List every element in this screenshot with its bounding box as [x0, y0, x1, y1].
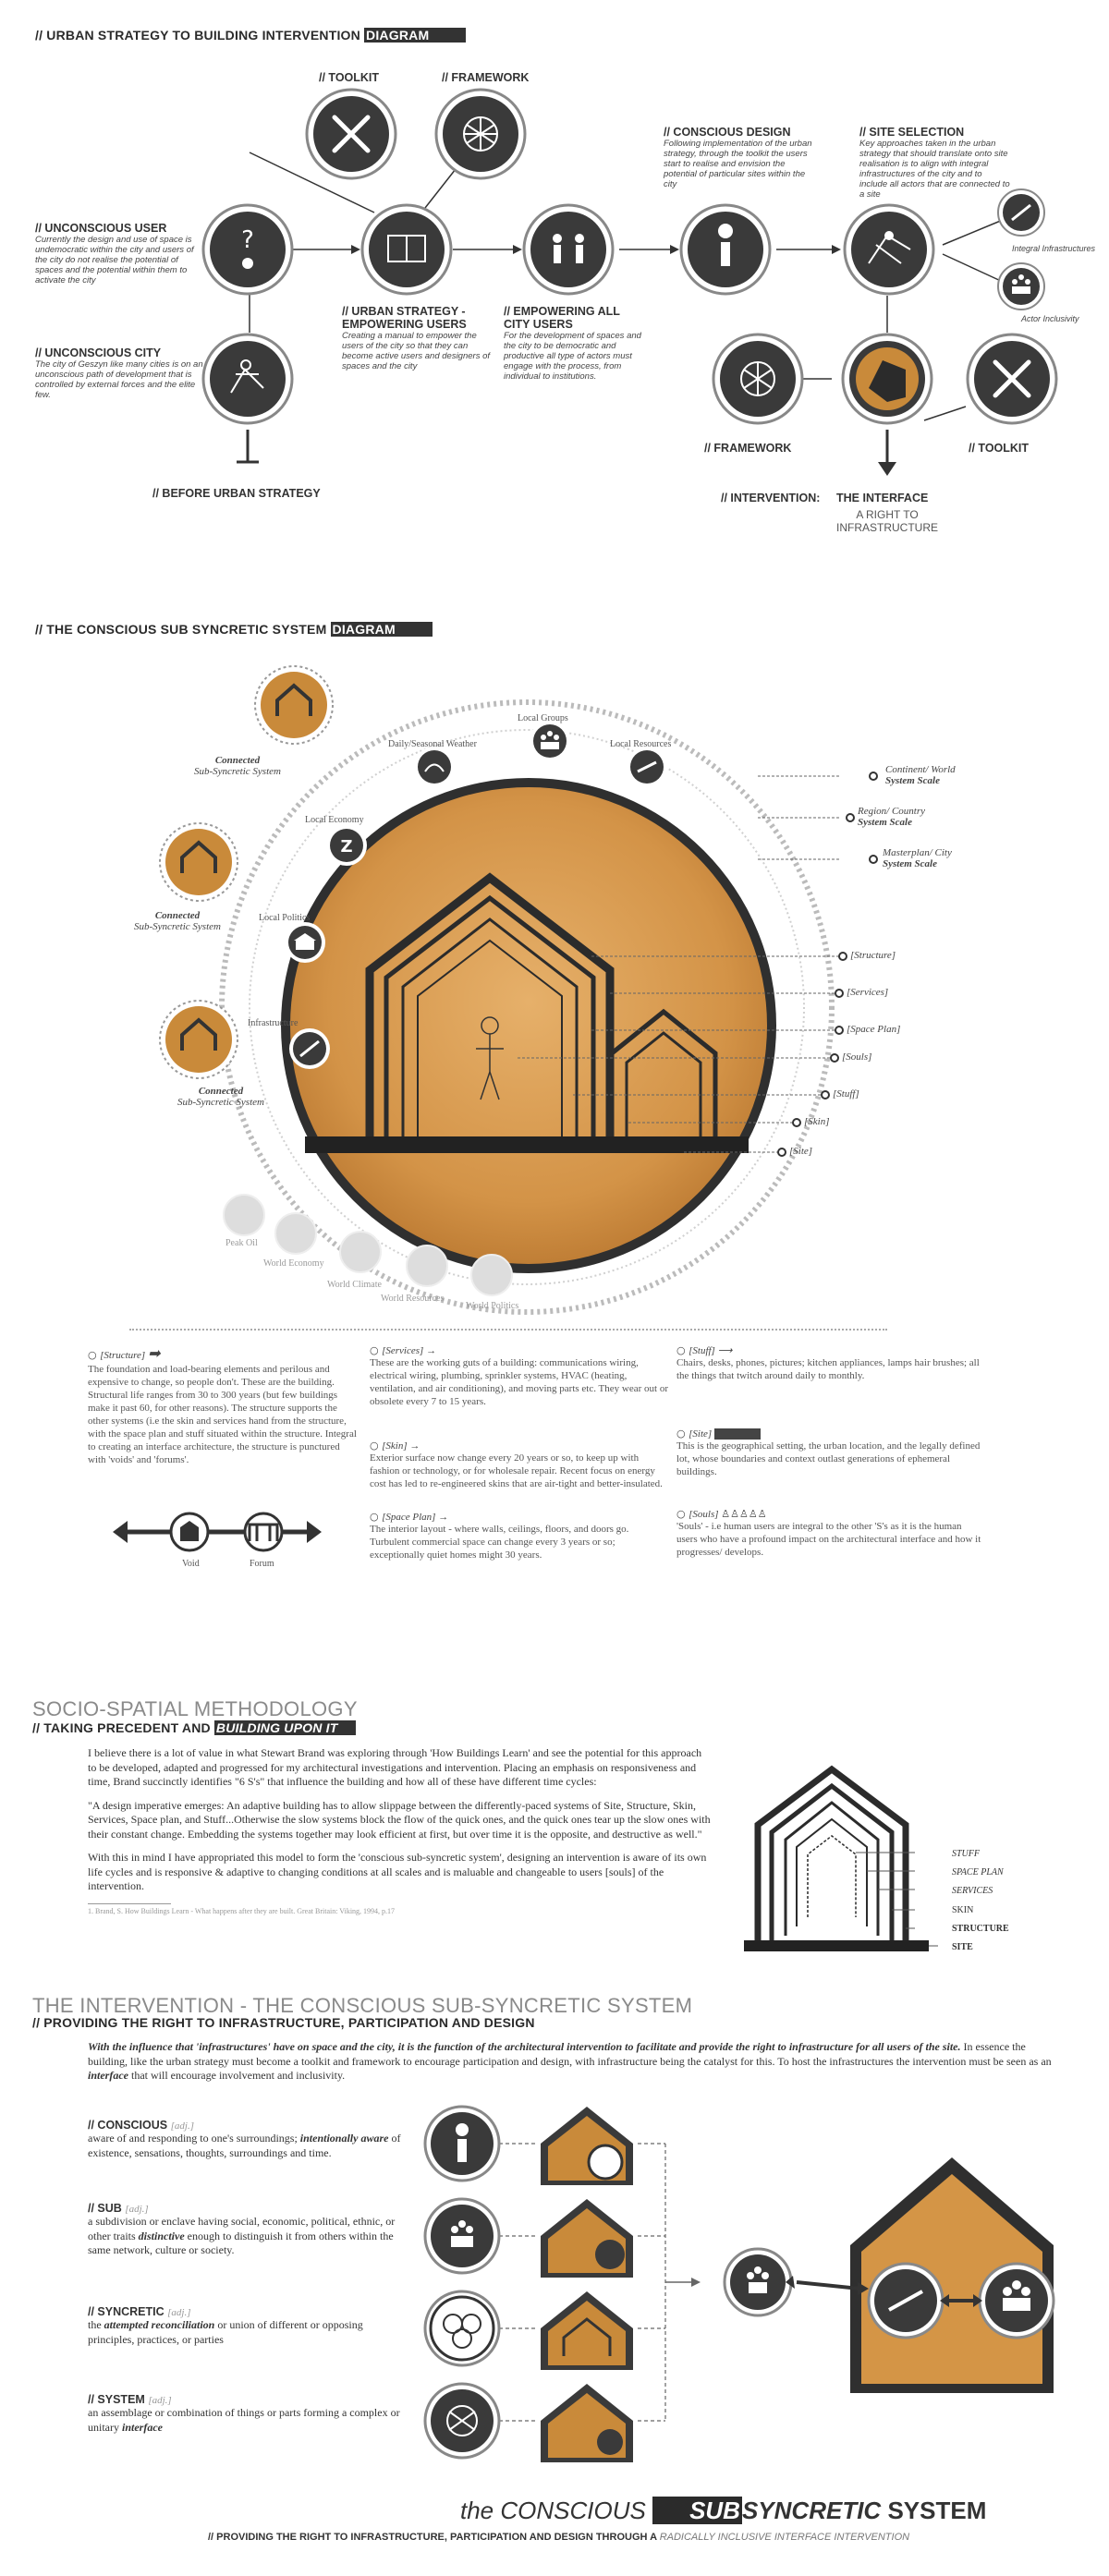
- sub-icon-node: [425, 2199, 499, 2273]
- before-label: // BEFORE URBAN STRATEGY: [152, 487, 321, 500]
- economy-label: Local Economy: [305, 815, 364, 825]
- politics-node: [285, 922, 325, 963]
- intervention-intro: With the influence that 'infrastructures' have on space and the city, it is the function of the architectural intervention to facilitate and provide the right to infrastructure for all users of the site. In essence the building, like the urban strategy must become a toolkit and framework to encourage participation and design, with infrastructure being the catalyst for this. To host the infrastructures the intervention must be seen as an interface that will encourage involvement and inclusivity.: [88, 2040, 1052, 2082]
- network-icon: [464, 117, 497, 151]
- methodology-text: I believe there is a lot of value in what Stewart Brand was exploring through 'How Buildings Learn' and see the potential for this approach to be developed, adapted and progressed for my architectural investigations and intervention. Placing an emphasis on responsiveness and time, Brand succinctly identifies "6 S's" that influence the building and how all of these have different time cycles: "A design imperative emerges: An adaptive building has to allow slippage between the differently-paced systems of Site, Structure, Skin, Services, Space plan, and Stuff...Otherwise the slow systems block the flow of the quick ones, and the quick ones tear up the slow ones with their constant change. Embedding the systems together may look efficient at first, but over time it is the opposite, and destructive as well." With this in mind I have appropriated this model to form the 'conscious sub-syncretic system', designing an intervention is aware of its own life cycles and is responsive & adaptive to changing conditions at all scales and is maluable and changeable to users [souls] of the intervention. 1. Brand, S. How Buildings Learn - What happens after they are built. Great Britain: Viking, 1994, p.17: [88, 1746, 711, 1915]
- world-climate: World Climate: [327, 1280, 382, 1290]
- def-sub: // SUB [adj.] a subdivision or enclave having social, economic, political, ethnic, or other traits distinctive enough to distinguish it from others within the same network, culture or society.: [88, 2202, 396, 2256]
- final-tagline: // PROVIDING THE RIGHT TO INFRASTRUCTURE, PARTICIPATION AND DESIGN THROUGH A RADICALLY INCLUSIVE INTERFACE INTERVENTION: [208, 2532, 910, 2543]
- final-title: the CONSCIOUS SUBSYNCRETIC SYSTEM: [460, 2497, 987, 2524]
- unconscious-city-text: // UNCONSCIOUS CITY The city of Geszyn like many cities is on an unconscious path of development that is controlled by external forces and the elite few.: [35, 346, 203, 400]
- world-politics: World Politics: [466, 1301, 519, 1311]
- souls-people-icon: ♙♙♙♙♙: [721, 1508, 767, 1520]
- infra-node: [289, 1028, 330, 1069]
- resources-label: Local Resources: [610, 739, 672, 749]
- arrow-right-icon-3: ⟶: [717, 1345, 733, 1356]
- intervention-node: [843, 334, 932, 423]
- souls-desc: ○ [Souls] ♙♙♙♙♙ 'Souls' - i.e human users are integral to the other 'S's as it is the human users who have a profound impact on the architectural interface and how it progresses/ develops.: [676, 1508, 981, 1558]
- groups-label: Local Groups: [518, 713, 568, 723]
- actor-label: Actor Inclusivity: [1021, 314, 1079, 323]
- toolkit2-label: // TOOLKIT: [969, 442, 1030, 455]
- masterplan-label: Masterplan/ City System Scale: [883, 847, 952, 869]
- syncretic-icon-node: [425, 2291, 499, 2365]
- actor-inclusivity-node: [998, 263, 1044, 310]
- unconscious-user-text: // UNCONSCIOUS USER Currently the design and use of space is undemocratic within the city and users of the city do not realise the potential of spaces and the potential within them to activate the city: [35, 222, 194, 286]
- void-label: Void: [182, 1559, 200, 1569]
- urban-strategy-text: // URBAN STRATEGY - EMPOWERING USERS Creating a manual to empower the users of the city so that they can become active users and designers of spaces and the city: [342, 305, 491, 371]
- forum-label: Forum: [250, 1559, 274, 1569]
- layer-souls: [Souls]: [842, 1051, 872, 1063]
- layer-services: [Services]: [847, 987, 889, 998]
- stuff-desc: ○ [Stuff] ⟶ Chairs, desks, phones, pictures; kitchen appliances, lamps hair brushes; all the things that twitch around daily to monthly.: [676, 1344, 980, 1381]
- integral-label: Integral Infrastructures: [1012, 244, 1096, 253]
- framework2-label: // FRAMEWORK: [704, 442, 792, 455]
- connected-label-1: Connected Sub-Syncretic System: [194, 755, 281, 777]
- skin-desc: ○ [Skin] → Exterior surface now change every 20 years or so, to keep up with fashion or technology, or for wholesale repair. Recent focus on energy cost has led to re-engineered skins that are air-tight and better-insulated.: [370, 1440, 663, 1489]
- section2-title: // THE CONSCIOUS SUB SYNCRETIC SYSTEM DIAGRAM: [35, 622, 433, 637]
- connected-system-3: [160, 1001, 238, 1078]
- politics-label: Local Politics: [259, 913, 311, 923]
- continent-label: Continent/ World System Scale: [885, 764, 956, 786]
- combined-interface: [725, 2157, 1054, 2393]
- connected-label-2: Connected Sub-Syncretic System: [134, 910, 221, 932]
- house-conscious: [541, 2107, 633, 2185]
- layers-pointers: [856, 1853, 938, 1946]
- framework2-node: [713, 334, 802, 423]
- toolkit-node: [307, 90, 396, 178]
- system-icon-node: [425, 2384, 499, 2458]
- arrow-right-icon: ➡: [147, 1346, 161, 1362]
- connected-system-2: [160, 823, 238, 901]
- economy-node: [326, 825, 367, 866]
- site-bar: [714, 1428, 761, 1440]
- house-system: [541, 2384, 633, 2462]
- layer-site: [Site]: [789, 1146, 813, 1157]
- resources-node: [627, 747, 667, 787]
- site-selection-text: // SITE SELECTION Key approaches taken in the urban strategy that should translate onto site realisation is to align with integral infrastructures of the city and to include all actors that are connected to a site: [859, 126, 1010, 200]
- site-selection-node: [845, 205, 933, 294]
- arrow-right-icon-5: →: [438, 1512, 449, 1523]
- weather-label: Daily/Seasonal Weather: [388, 739, 477, 749]
- house-syncretic: [541, 2291, 633, 2370]
- conscious-design-text: // CONSCIOUS DESIGN Following implementation of the urban strategy, through the toolkit the users start to realise and envision the potential of particular sites within the city: [664, 126, 812, 189]
- question-icon: ?: [241, 226, 254, 254]
- arrow-right-icon-4: →: [409, 1440, 420, 1452]
- void-forum-diagram: [111, 1504, 323, 1569]
- interface-label: THE INTERFACE: [836, 492, 929, 504]
- framework-label: // FRAMEWORK: [442, 71, 530, 84]
- layers-house: [758, 1769, 906, 1940]
- person-head-icon: [456, 2123, 469, 2162]
- unconscious-user-node: [203, 205, 292, 294]
- layers-labels: STUFF SPACE PLAN SERVICES SKIN STRUCTURE SITE: [952, 1849, 1009, 1953]
- unconscious-city-node: [203, 334, 292, 423]
- spaceplan-desc: ○ [Space Plan] → The interior layout - where walls, ceilings, floors, and doors go. Turbulent commercial space can change every 3 years or so; exceptionally quiet homes might 30 years.: [370, 1511, 629, 1561]
- system-composition-diagram: [416, 2093, 1081, 2481]
- empowering-text: // EMPOWERING ALL CITY USERS For the development of spaces and the city to be democratic and productive all type of actors must engage with the process, from individual to institutions.: [504, 305, 641, 382]
- layer-spaceplan: [Space Plan]: [847, 1024, 901, 1035]
- def-conscious: // CONSCIOUS [adj.] aware of and responding to one's surroundings; intentionally aware of existence, sensations, thoughts, surroundings and time.: [88, 2119, 401, 2159]
- layer-stuff: [Stuff]: [833, 1088, 859, 1100]
- toolkit2-node: [968, 334, 1056, 423]
- layer-structure: [Structure]: [850, 950, 896, 961]
- house-sub: [541, 2199, 633, 2278]
- services-desc: ○ [Services] → These are the working guts of a building: communications wiring, electrical wiring, plumbing, sprinkler systems, HVAC (heating, ventilation, and air conditioning), and moving parts etc. They wear out or obsolete every 7 to 15 years.: [370, 1344, 668, 1407]
- site-base: [305, 1136, 749, 1153]
- structure-heading: ○ [Structure] ➡: [88, 1346, 161, 1362]
- groups-node: [530, 721, 570, 761]
- methodology-title: SOCIO-SPATIAL METHODOLOGY: [32, 1697, 358, 1720]
- toolkit-label: // TOOLKIT: [319, 71, 380, 84]
- section1-title: // URBAN STRATEGY TO BUILDING INTERVENTION DIAGRAM: [35, 28, 466, 43]
- weather-node: [414, 747, 455, 787]
- def-syncretic: // SYNCRETIC [adj.] the attempted reconciliation or union of different or opposing principles, practices, or parties: [88, 2305, 363, 2346]
- person-icon: [242, 258, 253, 269]
- def-system: // SYSTEM [adj.] an assemblage or combination of things or parts forming a complex or unitary interface: [88, 2393, 400, 2434]
- layer-skin: [Skin]: [804, 1116, 830, 1127]
- world-peak-oil: Peak Oil: [225, 1238, 258, 1248]
- arrow-right-icon-2: →: [426, 1345, 437, 1356]
- connected-label-3: Connected Sub-Syncretic System: [177, 1086, 264, 1108]
- empowering-node: [524, 205, 613, 294]
- region-label: Region/ Country System Scale: [858, 806, 926, 828]
- conscious-design-node: [681, 205, 770, 294]
- intervention-label: // INTERVENTION:: [721, 492, 821, 504]
- connected-system-1: [255, 666, 333, 744]
- intervention-arrow: [878, 430, 896, 476]
- world-resources: World Resources: [381, 1294, 445, 1304]
- currency-icon: Z: [340, 837, 353, 857]
- structure-desc: ○ [Structure] ➡ The foundation and load-bearing elements and perilous and expensive to change, so people don't. These are the building. Structural life ranges from 30 to 300 years (but few buildings make it past 60, for other reasons). The structure supports the other systems (i.e the skin and services hand from the structure, with the space plan and stuff situated within the structure. Integral to creating an interface architecture, the structure is punctured with 'voids' and 'forums'.: [88, 1344, 360, 1466]
- framework-node: [436, 90, 525, 178]
- intervention-title: THE INTERVENTION - THE CONSCIOUS SUB-SYNCRETIC SYSTEM: [32, 1994, 693, 2017]
- world-economy: World Economy: [263, 1258, 324, 1269]
- infra-label: Infrastructure: [248, 1018, 299, 1028]
- methodology-subtitle: // TAKING PRECEDENT AND BUILDING UPON IT: [32, 1720, 356, 1735]
- sub-syncretic-diagram: [0, 638, 1109, 1340]
- divider: [129, 1329, 887, 1331]
- right-to-infra: A RIGHT TO INFRASTRUCTURE: [836, 508, 938, 534]
- urban-strategy-node: [362, 205, 451, 294]
- site-desc: ○ [Site] This is the geographical setting, the urban location, and the legally defined lot, whose boundaries and context outlast generations of ephemeral buildings.: [676, 1428, 981, 1478]
- conscious-icon-node: [425, 2107, 499, 2181]
- before-marker: [237, 430, 259, 462]
- intervention-subtitle: // PROVIDING THE RIGHT TO INFRASTRUCTURE, PARTICIPATION AND DESIGN: [32, 2015, 535, 2030]
